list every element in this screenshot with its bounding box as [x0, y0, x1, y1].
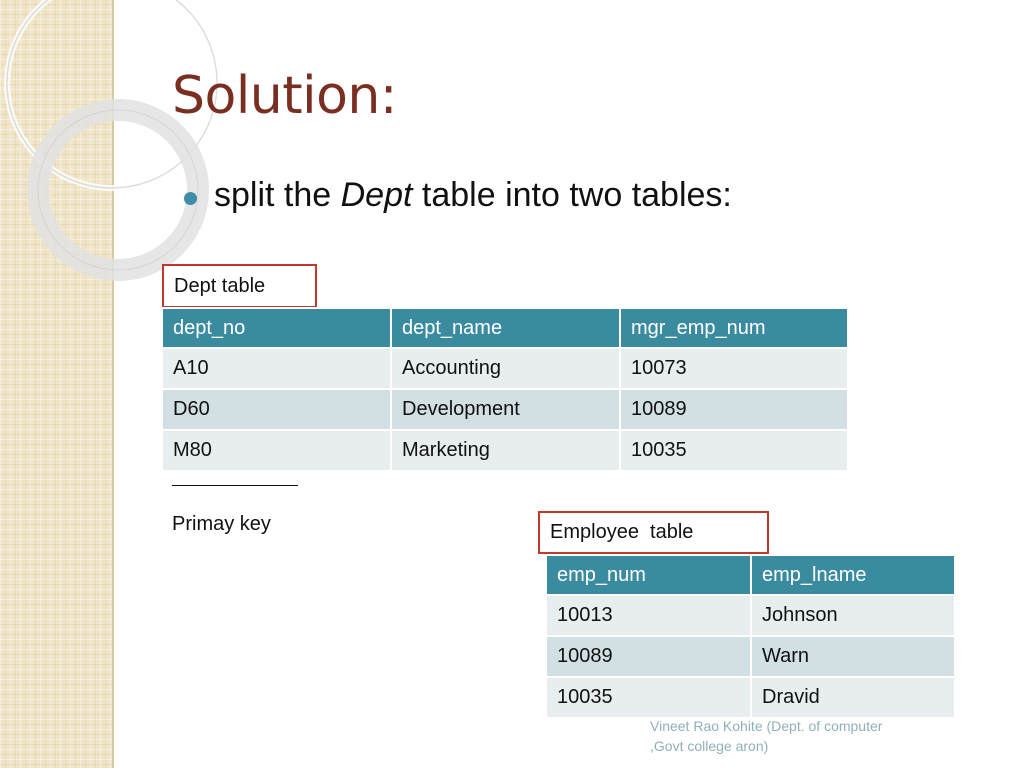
table-row: [163, 349, 847, 388]
slide-title: Solution:: [172, 66, 397, 126]
primary-key-label: Primay key: [172, 513, 271, 535]
table-cell: Johnson: [752, 596, 954, 635]
dept-table-label-text: Dept table: [174, 274, 266, 297]
table-cell: Dravid: [752, 678, 954, 717]
primary-key-underline: [172, 485, 298, 486]
bullet-text-emphasis: Dept: [340, 176, 413, 214]
decorative-sidebar-pattern: [0, 0, 114, 768]
table-cell: Development: [392, 390, 619, 429]
bullet-text: [214, 176, 732, 214]
sidebar-edge: [112, 0, 114, 768]
footer-line-1: Vineet Rao Kohite (Dept. of computer: [650, 718, 883, 734]
table-cell: 10035: [547, 678, 750, 717]
table-cell: Warn: [752, 637, 954, 676]
bullet-dot-icon: [184, 192, 197, 205]
table-cell: M80: [163, 431, 390, 470]
table-cell: 10073: [621, 349, 847, 388]
dept-table-label: [162, 264, 317, 308]
table-cell: A10: [163, 349, 390, 388]
table-header-row: [547, 556, 954, 594]
employee-table-label: [538, 511, 769, 554]
table-cell: 10089: [621, 390, 847, 429]
column-header: dept_no: [163, 309, 390, 347]
table-header-row: [163, 309, 847, 347]
table-cell: 10089: [547, 637, 750, 676]
column-header: dept_name: [392, 309, 619, 347]
table-cell: Marketing: [392, 431, 619, 470]
employee-table: [545, 554, 956, 719]
table-cell: 10013: [547, 596, 750, 635]
bullet-text-after: table into two tables:: [412, 176, 732, 214]
column-header: emp_lname: [752, 556, 954, 594]
column-header: emp_num: [547, 556, 750, 594]
bullet-text-before: split the: [214, 176, 341, 214]
table-cell: D60: [163, 390, 390, 429]
table-row: [163, 431, 847, 470]
column-header: mgr_emp_num: [621, 309, 847, 347]
table-cell: Accounting: [392, 349, 619, 388]
table-row: [547, 678, 954, 717]
table-row: [547, 596, 954, 635]
table-cell: 10035: [621, 431, 847, 470]
table-row: [547, 637, 954, 676]
employee-table-label-text: Employee table: [550, 521, 694, 543]
bullet-point: [190, 176, 732, 215]
dept-table: [161, 307, 849, 472]
slide-footer: [650, 716, 940, 756]
table-row: [163, 390, 847, 429]
footer-line-2: ,Govt college aron): [650, 738, 769, 754]
